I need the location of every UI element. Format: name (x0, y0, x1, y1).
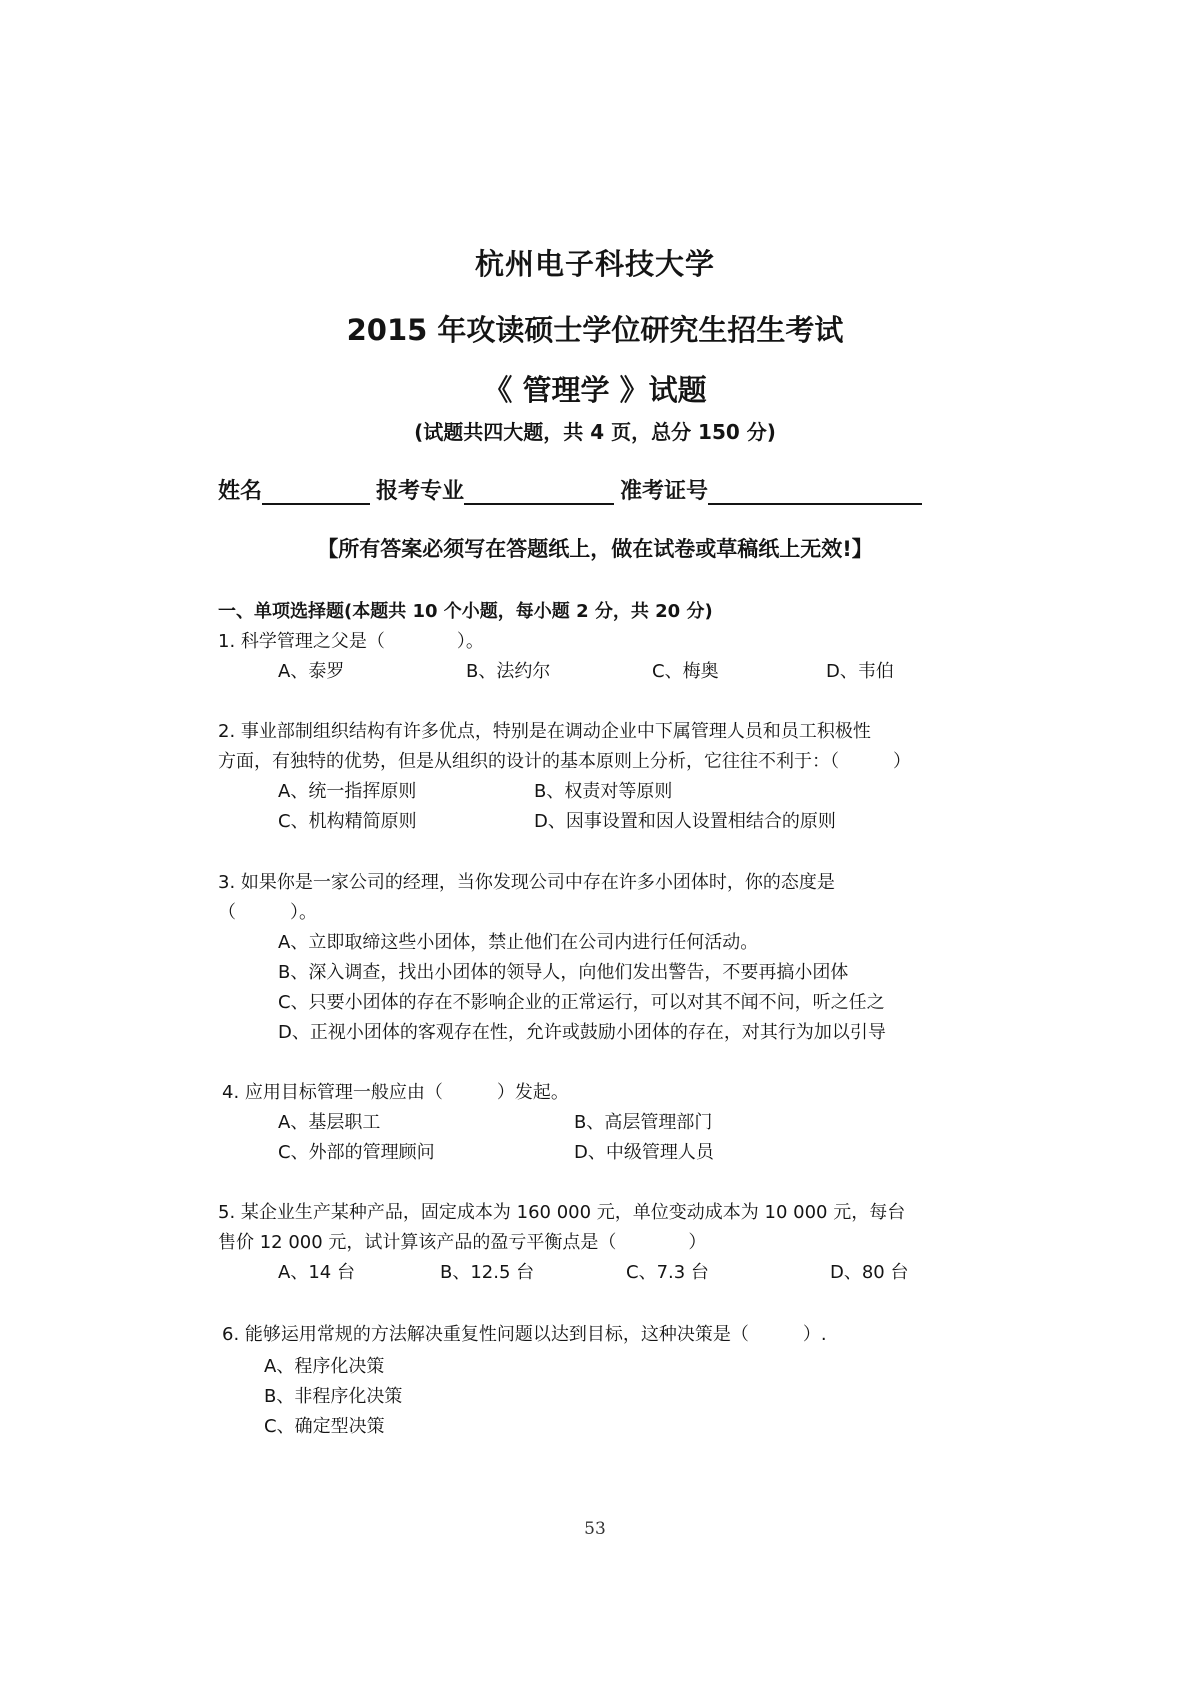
question-2-line-1: 2. 事业部制组织结构有许多优点，特别是在调动企业中下属管理人员和员工积极性 (218, 721, 871, 742)
q5-option-d: D、80 台 (830, 1262, 909, 1283)
q1-option-a: A、泰罗 (278, 661, 345, 682)
question-2-line-2: 方面，有独特的优势，但是从组织的设计的基本原则上分析，它往往不利于：（ ） (218, 751, 911, 772)
q2-option-c: C、机构精简原则 (278, 811, 417, 832)
q2-option-d: D、因事设置和因人设置相结合的原则 (534, 811, 836, 832)
answer-notice: 【所有答案必须写在答题纸上，做在试卷或草稿纸上无效!】 (317, 537, 873, 561)
q4-option-d: D、中级管理人员 (574, 1142, 714, 1163)
id-blank (708, 481, 922, 505)
question-4-text: 4. 应用目标管理一般应由（ ）发起。 (222, 1082, 569, 1103)
q2-option-b: B、权责对等原则 (534, 781, 673, 802)
page-number: 53 (584, 1519, 606, 1539)
q3-option-a: A、立即取缔这些小团体，禁止他们在公司内进行任何活动。 (278, 932, 759, 953)
question-5-line-1: 5. 某企业生产某种产品，固定成本为 160 000 元，单位变动成本为 10 000 元，每台 (218, 1202, 906, 1223)
question-3-line-1: 3. 如果你是一家公司的经理，当你发现公司中存在许多小团体时，你的态度是 (218, 872, 835, 893)
major-blank (464, 481, 614, 505)
q6-option-b: B、非程序化决策 (264, 1386, 403, 1407)
q6-option-c: C、确定型决策 (264, 1416, 385, 1437)
q4-option-c: C、外部的管理顾问 (278, 1142, 435, 1163)
question-6-text: 6. 能够运用常规的方法解决重复性问题以达到目标，这种决策是（ ）. (222, 1324, 827, 1345)
q4-option-a: A、基层职工 (278, 1112, 381, 1133)
q1-option-b: B、法约尔 (466, 661, 551, 682)
q5-option-a: A、14 台 (278, 1262, 355, 1283)
q2-option-a: A、统一指挥原则 (278, 781, 417, 802)
question-5-line-2: 售价 12 000 元，试计算该产品的盈亏平衡点是（ ） (218, 1232, 707, 1253)
q3-option-b: B、深入调查，找出小团体的领导人，向他们发出警告，不要再搞小团体 (278, 962, 849, 983)
q6-option-a: A、程序化决策 (264, 1356, 385, 1377)
id-label: 准考证号 (620, 479, 709, 504)
q1-option-d: D、韦伯 (826, 661, 894, 682)
q5-option-b: B、12.5 台 (440, 1262, 535, 1283)
name-blank (262, 481, 370, 505)
exam-summary: (试题共四大题，共 4 页，总分 150 分) (414, 420, 776, 444)
q1-option-c: C、梅奥 (652, 661, 719, 682)
section-title: 一、单项选择题(本题共 10 个小题，每小题 2 分，共 20 分) (218, 601, 713, 622)
subject-title: 《 管理学 》试题 (483, 373, 707, 407)
question-3-line-2: （ ）。 (218, 902, 317, 923)
name-label: 姓名 (218, 479, 263, 504)
q3-option-c: C、只要小团体的存在不影响企业的正常运行，可以对其不闻不问，听之任之 (278, 992, 885, 1013)
question-1-text: 1. 科学管理之父是（ ）。 (218, 631, 484, 652)
q4-option-b: B、高层管理部门 (574, 1112, 713, 1133)
university-title: 杭州电子科技大学 (474, 247, 715, 281)
major-label: 报考专业 (376, 479, 465, 504)
exam-title: 2015 年攻读硕士学位研究生招生考试 (346, 313, 844, 347)
candidate-info-row (218, 474, 928, 505)
q3-option-d: D、正视小团体的客观存在性，允许或鼓励小团体的存在，对其行为加以引导 (278, 1022, 886, 1043)
q5-option-c: C、7.3 台 (626, 1262, 709, 1283)
